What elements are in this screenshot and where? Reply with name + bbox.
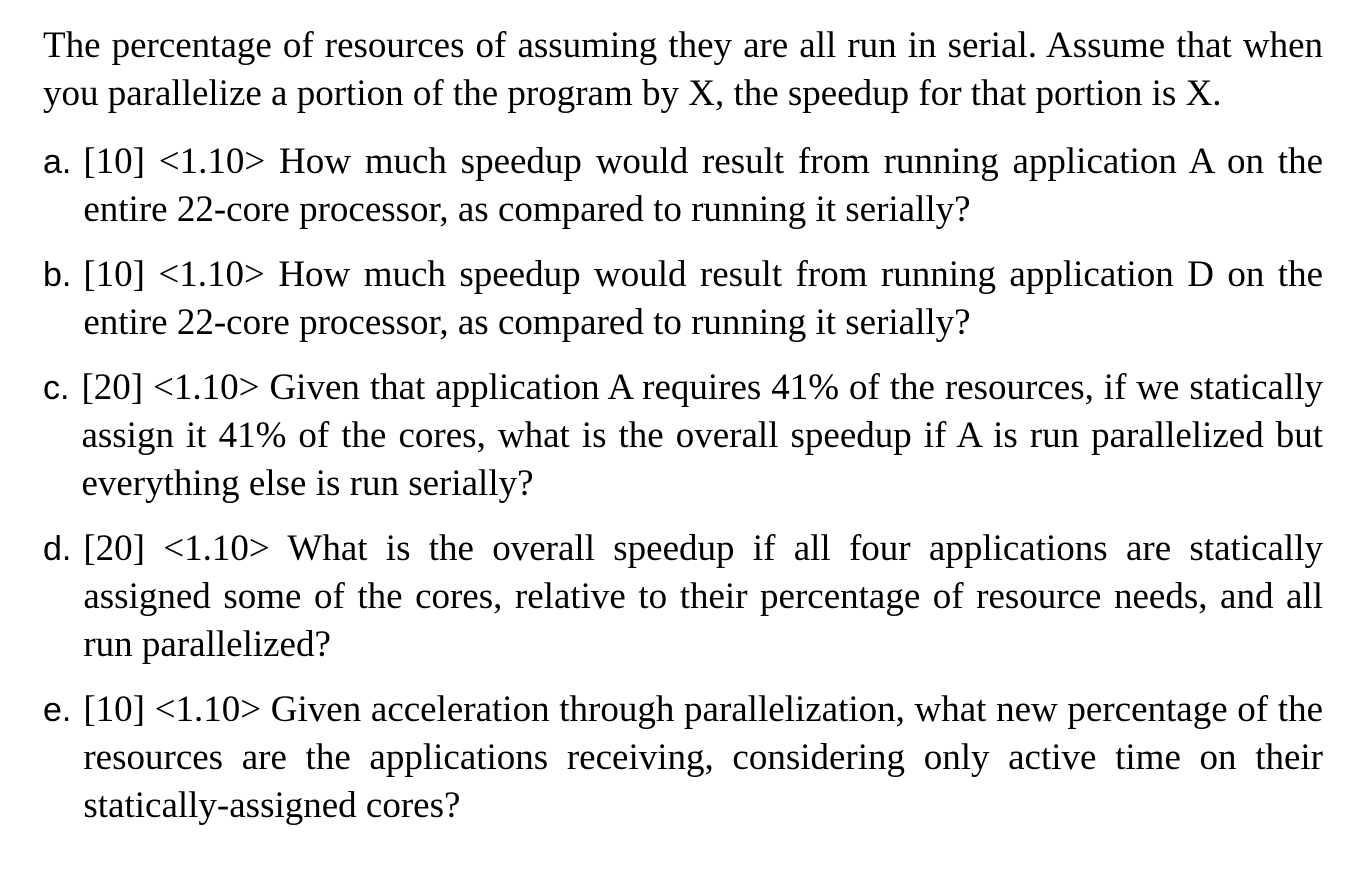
- exercise-marker: d.: [43, 530, 72, 568]
- exercise-marker: c.: [43, 369, 70, 407]
- exercise-text: [20] <1.10> Given that application A requires 41% of the resources, if we statically assign it 41% of the cores, what is the overall speedup if A is run parallelized but everything else is run serially?: [81, 367, 1323, 504]
- intro-paragraph: The percentage of resources of assuming they are all run in serial. Assume that when you parallelize a portion of the program by X, the speedup for that portion is X.: [43, 25, 1323, 114]
- exercise-text: [10] <1.10> How much speedup would result from running application A on the entire 22-core processor, as compared to running it serially?: [83, 141, 1323, 230]
- exercise-c: [43, 364, 1323, 508]
- exercise-marker: a.: [43, 143, 72, 181]
- exercise-marker: e.: [43, 691, 72, 729]
- exercise-marker: b.: [43, 256, 72, 294]
- exercise-page: [43, 22, 1323, 847]
- exercise-text: [10] <1.10> Given acceleration through parallelization, what new percentage of the resources are the applications receiving, considering only active time on their statically-assigned cores?: [83, 689, 1323, 826]
- exercise-b: [43, 251, 1323, 347]
- exercise-d: [43, 525, 1323, 669]
- exercise-e: [43, 686, 1323, 830]
- exercise-text: [20] <1.10> What is the overall speedup if all four applications are statically assigned some of the cores, relative to their percentage of resource needs, and all run parallelized?: [83, 528, 1323, 665]
- exercise-text: [10] <1.10> How much speedup would result from running application D on the entire 22-core processor, as compared to running it serially?: [83, 254, 1323, 343]
- exercise-a: [43, 138, 1323, 234]
